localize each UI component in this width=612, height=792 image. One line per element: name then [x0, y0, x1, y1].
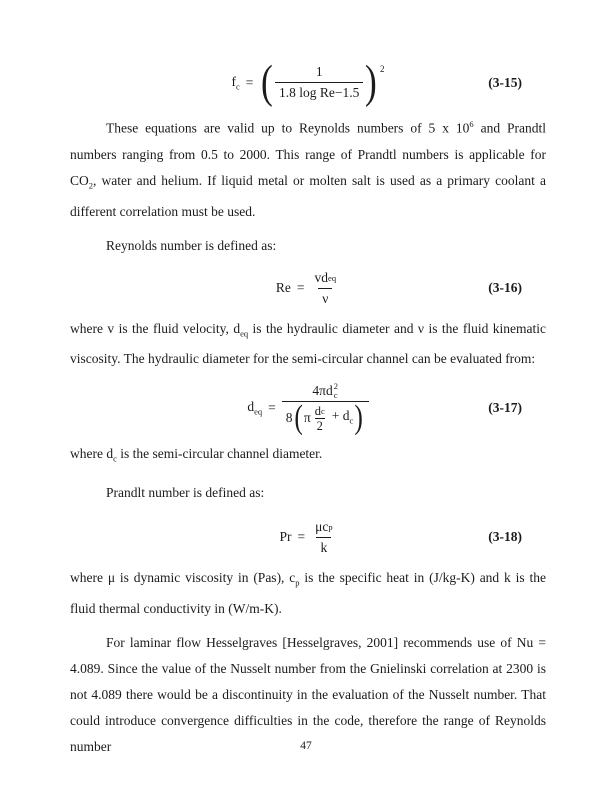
text-run: is the semi-circular channel diameter. [116, 446, 323, 462]
text-run: where d [70, 446, 114, 462]
equation-3-16 [70, 269, 546, 308]
text-run: 2 [88, 180, 94, 191]
equals-sign: = [297, 529, 306, 545]
sub-sup-stack [334, 382, 338, 400]
equation-body [279, 518, 336, 557]
text-run: For laminar flow Hesselgraves [Hesselgraves, 2001] recommends use of Nu = 4.089. Since the value of the Nusselt number from the Gnielinski correlation at 2300 is not 4.089 there would be a discontinuity in the evaluation of the Nusselt number. That could introduce convergence difficulties in the code, therefore the range of Reynolds number [70, 634, 546, 754]
pi-symbol: π [303, 410, 311, 426]
superscript: 2 [333, 381, 338, 392]
right-paren: ) [354, 399, 364, 437]
numerator: 1 [315, 64, 323, 80]
denominator: ν [318, 288, 332, 308]
numerator [311, 269, 341, 288]
symbol: 4πd [312, 383, 333, 399]
denominator: 2 [316, 418, 323, 433]
symbol: + d [331, 407, 350, 423]
right-paren: ) [365, 56, 378, 108]
equation-body [276, 269, 340, 308]
paragraph [70, 316, 546, 373]
symbol: vd [314, 269, 329, 285]
symbol: d [314, 403, 321, 418]
numerator [313, 404, 327, 418]
text-run: where v is the fluid velocity, d [70, 320, 241, 336]
text-run: 6 [469, 119, 474, 130]
equation-3-17 [70, 381, 546, 437]
left-paren: ( [261, 56, 274, 108]
fraction [311, 518, 336, 557]
denominator [282, 399, 369, 437]
plus-term [332, 407, 354, 430]
paragraph [70, 441, 546, 472]
equation-label: (3-16) [488, 280, 522, 296]
equation-3-15 [70, 56, 546, 108]
symbol: d [247, 398, 255, 414]
text-run: is the hydraulic diameter and ν is the fluid kinematic viscosity. The hydraulic diameter for the semi-circular channel can be evaluated from: [70, 320, 546, 367]
equation-label: (3-18) [488, 529, 522, 545]
fraction [311, 269, 341, 308]
symbol: f [231, 73, 236, 89]
equation-label: (3-15) [488, 74, 522, 90]
text-run: , water and helium. If liquid metal or molten salt is used as a primary coolant a different correlation must be used. [70, 172, 546, 219]
eq-lhs: Pr [279, 529, 292, 545]
text-run: c [113, 453, 117, 464]
text-run: is the specific heat in (J/kg-K) and k is the fluid thermal conductivity in (W/m-K). [70, 569, 546, 616]
text-run: These equations are valid up to Reynolds numbers of 5 x 10 [106, 120, 470, 136]
equals-sign: = [268, 399, 276, 415]
paragraph [70, 565, 546, 622]
equation-body [247, 381, 368, 437]
numerator [311, 518, 336, 537]
denominator-expression [285, 399, 365, 437]
eq-lhs [231, 74, 239, 92]
subscript: p [328, 521, 333, 532]
text-run: and Prandtl numbers ranging from 0.5 to 2000. This range of Prandtl numbers is applicable for CO [70, 120, 547, 188]
equation-body [231, 56, 385, 108]
coefficient: 8 [285, 410, 293, 426]
page-number: 47 [300, 740, 312, 752]
text-run: Prandlt number is defined as: [106, 484, 265, 500]
text-run: Reynolds number is defined as: [106, 237, 277, 253]
page-content [70, 52, 546, 760]
subscript: c [349, 415, 354, 426]
fraction [282, 381, 369, 437]
denominator: k [316, 537, 331, 557]
text-run: p [295, 577, 300, 588]
symbol: μc [315, 518, 329, 534]
equation-3-18 [70, 518, 546, 557]
paragraph [70, 233, 546, 259]
text-run: where μ is dynamic viscosity in (Pas), c [70, 569, 296, 585]
subscript: eq [328, 272, 337, 283]
left-paren: ( [293, 399, 303, 437]
paragraph [70, 111, 546, 224]
numerator [308, 382, 342, 401]
subscript: eq [254, 406, 263, 417]
fraction [275, 63, 363, 102]
exponent: 2 [380, 64, 385, 74]
subscript: c [235, 81, 240, 92]
equals-sign: = [245, 74, 254, 90]
subscript: c [320, 405, 325, 416]
equation-label: (3-17) [488, 399, 522, 415]
inner-fraction [313, 404, 327, 433]
equals-sign: = [296, 280, 305, 296]
denominator: 1.8 log Re−1.5 [275, 82, 363, 102]
paragraph [70, 480, 546, 506]
subscript: c [333, 390, 338, 401]
text-run: eq [240, 328, 249, 339]
eq-lhs [247, 399, 262, 417]
eq-lhs: Re [275, 280, 291, 296]
